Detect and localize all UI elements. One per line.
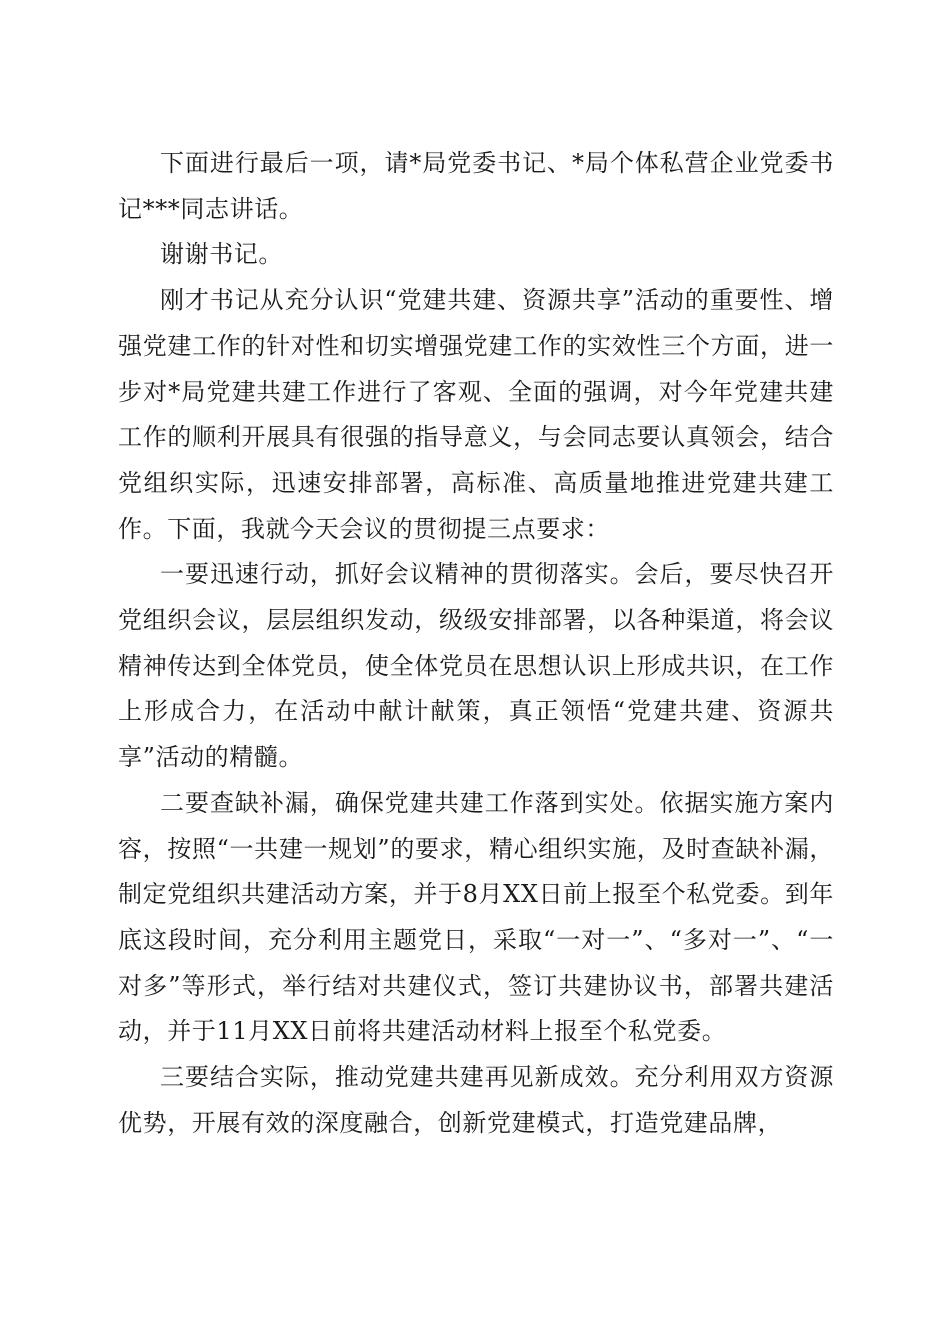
document-body <box>118 141 834 1146</box>
paragraph-requirement-2: 二要查缺补漏，确保党建共建工作落到实处。依据实施方案内容，按照“一共建一规划”的要求，精心组织实施，及时查缺补漏，制定党组织共建活动方案，并于8月XX日前上报至个私党委。到年底这段时间，充分利用主题党日，采取“一对一”、“多对一”、“一对多”等形式，举行结对共建仪式，签订共建协议书，部署共建活动，并于11月XX日前将共建活动材料上报至个私党委。 <box>118 788 834 1046</box>
paragraph-thanks: 谢谢书记。 <box>160 240 283 269</box>
paragraph-intro: 下面进行最后一项，请*局党委书记、*局个体私营企业党委书记***同志讲话。 <box>118 149 834 223</box>
paragraph-requirement-1: 一要迅速行动，抓好会议精神的贯彻落实。会后，要尽快召开党组织会议，层层组织发动，级级安排部署，以各种渠道，将会议精神传达到全体党员，使全体党员在思想认识上形成共识，在工作上形成合力，在活动中献计献策，真正领悟“党建共建、资源共享”活动的精髓。 <box>118 560 834 772</box>
paragraph-requirement-3: 三要结合实际，推动党建共建再见新成效。充分利用双方资源优势，开展有效的深度融合，创新党建模式，打造党建品牌， <box>118 1063 834 1137</box>
paragraph-summary: 刚才书记从充分认识“党建共建、资源共享”活动的重要性、增强党建工作的针对性和切实增强党建工作的实效性三个方面，进一步对*局党建共建工作进行了客观、全面的强调，对今年党建共建工作的顺利开展具有很强的指导意义，与会同志要认真领会，结合党组织实际，迅速安排部署，高标准、高质量地推进党建共建工作。下面，我就今天会议的贯彻提三点要求： <box>118 286 834 543</box>
